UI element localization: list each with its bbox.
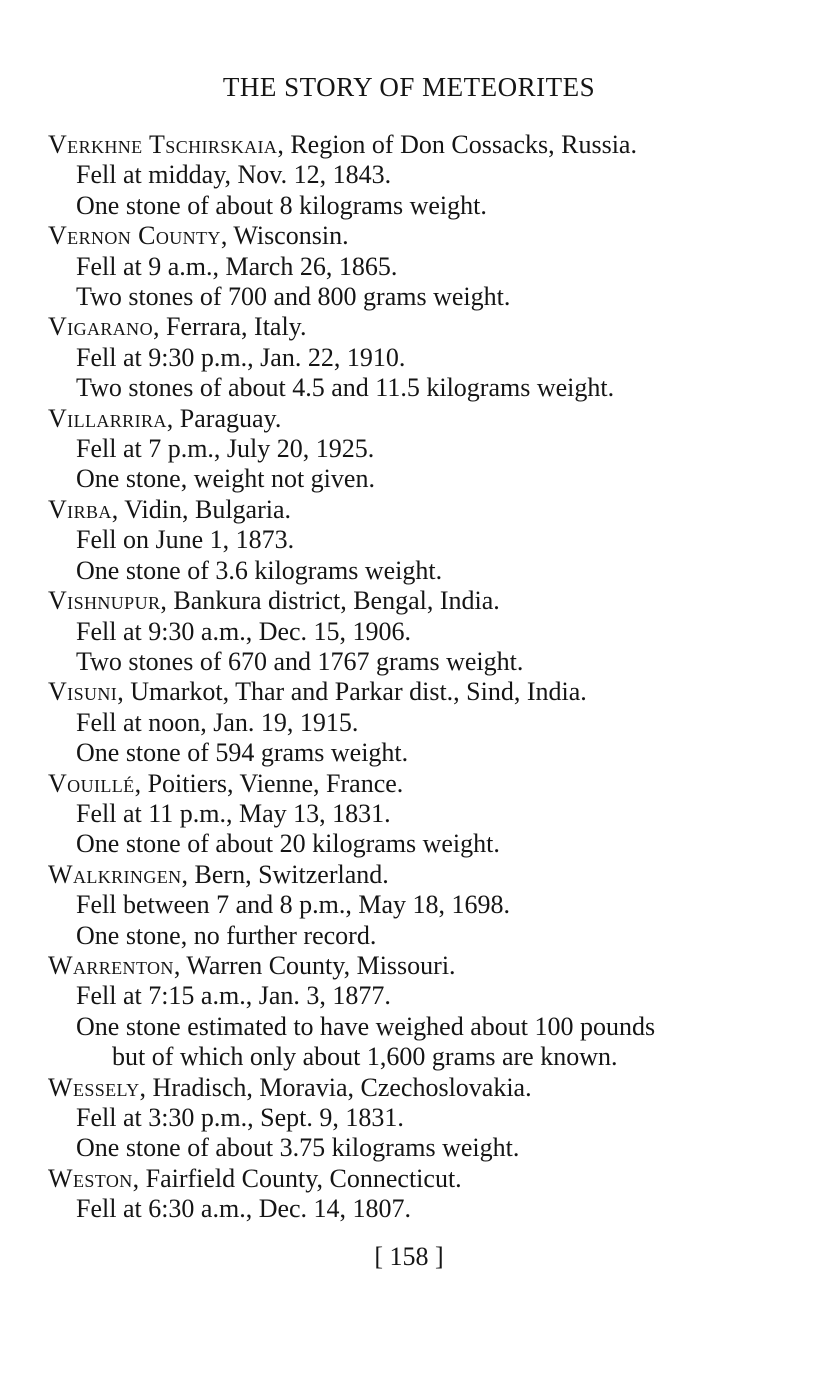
meteorite-entry (48, 769, 788, 860)
fall-date: Fell at 3:30 p.m., Sept. 9, 1831. (76, 1103, 404, 1132)
meteorite-location: , Fairfield County, Connecticut. (132, 1163, 462, 1193)
meteorite-entry (48, 130, 788, 221)
meteorite-location: , Bern, Switzerland. (181, 859, 389, 889)
meteorite-name: Villarrira (48, 403, 167, 433)
stone-detail: Two stones of 700 and 800 grams weight. (76, 282, 511, 312)
meteorite-name: Vigarano (48, 312, 153, 342)
stone-detail: One stone, no further record. (76, 920, 377, 950)
meteorite-name: Warrenton (48, 950, 174, 980)
fall-date: Fell at 7 p.m., July 20, 1925. (76, 434, 375, 464)
meteorite-entry (48, 495, 788, 586)
meteorite-name: Walkringen (48, 859, 182, 889)
entry-heading (48, 1164, 788, 1194)
stone-detail: One stone of about 3.75 kilograms weight. (76, 1133, 520, 1163)
meteorite-list (48, 130, 788, 1225)
meteorite-entry (48, 404, 788, 495)
meteorite-location: , Ferrara, Italy. (152, 312, 307, 342)
page-number: [ 158 ] (374, 1242, 444, 1271)
meteorite-location: , Wisconsin. (220, 221, 349, 251)
stone-detail: One stone of 3.6 kilograms weight. (76, 555, 443, 585)
entry-heading (48, 130, 788, 160)
stone-detail-continued: but of which only about 1,600 grams are known. (112, 1042, 618, 1072)
entry-heading (48, 221, 788, 251)
fall-date: Fell at 9:30 a.m., Dec. 15, 1906. (76, 616, 412, 646)
meteorite-name: Verkhne Tschirskaia (48, 130, 278, 159)
meteorite-name: Vouillé (48, 768, 135, 798)
entry-heading (48, 312, 788, 342)
fall-date: Fell at midday, Nov. 12, 1843. (76, 160, 392, 190)
meteorite-entry (48, 221, 788, 312)
meteorite-entry (48, 312, 788, 403)
meteorite-location: , Hradisch, Moravia, Czechoslovakia. (139, 1072, 532, 1102)
entry-heading (48, 677, 788, 707)
meteorite-location: , Bankura district, Bengal, India. (160, 586, 500, 616)
fall-date: Fell between 7 and 8 p.m., May 18, 1698. (76, 890, 510, 920)
meteorite-location: , Warren County, Missouri. (173, 950, 456, 980)
meteorite-name: Virba (48, 494, 112, 524)
meteorite-location: , Umarkot, Thar and Parkar dist., Sind, India. (117, 677, 587, 707)
fall-date: Fell at 11 p.m., May 13, 1831. (76, 798, 391, 828)
meteorite-entry (48, 677, 788, 768)
meteorite-name: Weston (48, 1163, 133, 1193)
fall-date: Fell at 9 a.m., March 26, 1865. (76, 251, 398, 281)
meteorite-location: , Vidin, Bulgaria. (111, 494, 292, 524)
meteorite-entry (48, 586, 788, 677)
stone-detail: One stone of about 8 kilograms weight. (76, 190, 487, 220)
entry-heading (48, 495, 788, 525)
stone-detail: Two stones of about 4.5 and 11.5 kilograms weight. (76, 373, 615, 403)
entry-heading (48, 404, 788, 434)
stone-detail: One stone of 594 grams weight. (76, 738, 409, 768)
meteorite-name: Visuni (48, 677, 118, 707)
meteorite-location: , Region of Don Cossacks, Russia. (277, 130, 637, 159)
fall-date: Fell at 9:30 p.m., Jan. 22, 1910. (76, 342, 406, 372)
fall-date: Fell at 6:30 a.m., Dec. 14, 1807. (76, 1194, 412, 1224)
meteorite-entry (48, 951, 788, 1073)
meteorite-entry (48, 1164, 788, 1225)
entry-heading (48, 769, 788, 799)
fall-date: Fell on June 1, 1873. (76, 525, 295, 555)
meteorite-name: Vishnupur (48, 586, 161, 616)
stone-detail: Two stones of 670 and 1767 grams weight. (76, 646, 524, 676)
running-header: THE STORY OF METEORITES (222, 72, 596, 102)
stone-detail: One stone of about 20 kilograms weight. (76, 829, 500, 859)
meteorite-entry (48, 860, 788, 951)
entry-heading (48, 1073, 788, 1103)
entry-heading (48, 951, 788, 981)
stone-detail: One stone, weight not given. (76, 464, 375, 494)
meteorite-entry (48, 1073, 788, 1164)
fall-date: Fell at noon, Jan. 19, 1915. (76, 707, 359, 737)
meteorite-name: Wessely (48, 1072, 140, 1102)
fall-date: Fell at 7:15 a.m., Jan. 3, 1877. (76, 981, 391, 1011)
meteorite-location: , Paraguay. (166, 403, 282, 433)
meteorite-name: Vernon County (48, 221, 221, 251)
entry-heading (48, 586, 788, 616)
entry-heading (48, 860, 788, 890)
stone-detail: One stone estimated to have weighed about 100 pounds (76, 1011, 656, 1041)
meteorite-location: , Poitiers, Vienne, France. (134, 768, 404, 798)
